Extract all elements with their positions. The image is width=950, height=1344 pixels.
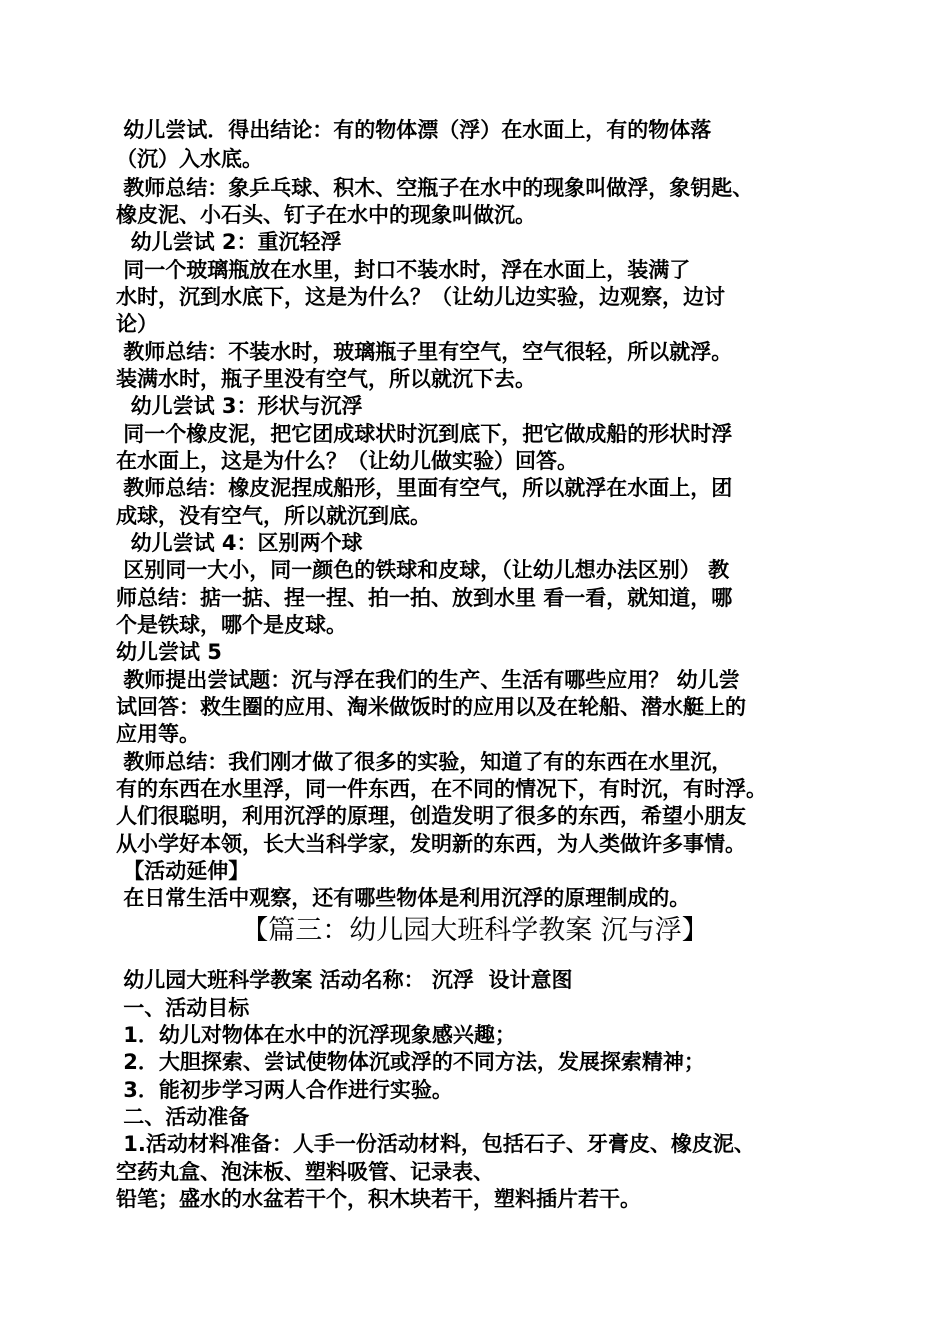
text-line: 有的东西在水里浮，同一件东西，在不同的情况下，有时沉，有时浮。 bbox=[116, 777, 767, 801]
text-line: 幼儿尝试 4：区别两个球 bbox=[116, 531, 363, 555]
text-line: 个是铁球，哪个是皮球。 bbox=[116, 613, 347, 637]
text-line: 水时，沉到水底下，这是为什么？（让幼儿边实验，边观察，边讨 bbox=[116, 285, 725, 309]
text-line: 教师总结：象乒乓球、积木、空瓶子在水中的现象叫做浮，象钥匙、 bbox=[116, 176, 754, 200]
text-line: 区别同一大小，同一颜色的铁球和皮球，（让幼儿想办法区别） 教 bbox=[116, 558, 730, 582]
text-line: 3．能初步学习两人合作进行实验。 bbox=[116, 1078, 453, 1102]
text-line: 幼儿尝试 3：形状与沉浮 bbox=[116, 394, 363, 418]
text-line: 1．幼儿对物体在水中的沉浮现象感兴趣； bbox=[116, 1023, 516, 1047]
text-line: 【活动延伸】 bbox=[116, 859, 250, 883]
text-line: 教师总结：不装水时，玻璃瓶子里有空气，空气很轻，所以就浮。 bbox=[116, 340, 733, 364]
text-line: 同一个玻璃瓶放在水里，封口不装水时，浮在水面上，装满了 bbox=[116, 258, 691, 282]
text-line: 橡皮泥、小石头、钉子在水中的现象叫做沉。 bbox=[116, 203, 536, 227]
text-line: 一、活动目标 bbox=[116, 996, 250, 1020]
text-line: 幼儿尝试 5 bbox=[116, 640, 222, 664]
text-line: 教师总结：我们刚才做了很多的实验，知道了有的东西在水里沉， bbox=[116, 750, 733, 774]
text-line: 幼儿园大班科学教案 活动名称： 沉浮 设计意图 bbox=[116, 968, 573, 992]
text-line: 人们很聪明，利用沉浮的原理，创造发明了很多的东西，希望小朋友 bbox=[116, 804, 746, 828]
text-line: 成球，没有空气，所以就沉到底。 bbox=[116, 504, 431, 528]
text-line: 同一个橡皮泥，把它团成球状时沉到底下，把它做成船的形状时浮 bbox=[116, 422, 733, 446]
text-line: 幼儿尝试．得出结论：有的物体漂（浮）在水面上，有的物体落 bbox=[116, 118, 712, 142]
text-line: 幼儿尝试 2：重沉轻浮 bbox=[116, 230, 342, 254]
text-line: 空药丸盒、泡沫板、塑料吸管、记录表、 bbox=[116, 1160, 494, 1184]
text-line: 在日常生活中观察，还有哪些物体是利用沉浮的原理制成的。 bbox=[116, 886, 691, 910]
text-line: 在水面上，这是为什么？（让幼儿做实验）回答。 bbox=[116, 449, 578, 473]
text-line: 教师提出尝试题：沉与浮在我们的生产、生活有哪些应用？ 幼儿尝 bbox=[116, 668, 740, 692]
text-line: 教师总结：橡皮泥捏成船形，里面有空气，所以就浮在水面上，团 bbox=[116, 476, 733, 500]
text-line: 装满水时，瓶子里没有空气，所以就沉下去。 bbox=[116, 367, 536, 391]
text-line: 2．大胆探索、尝试使物体沉或浮的不同方法，发展探索精神； bbox=[116, 1050, 705, 1074]
section-title: 【篇三：幼儿园大班科学教案 沉与浮】 bbox=[241, 915, 709, 946]
text-line: 试回答：救生圈的应用、淘米做饭时的应用以及在轮船、潜水艇上的 bbox=[116, 695, 746, 719]
text-line: 师总结：掂一掂、捏一捏、拍一拍、放到水里 看一看，就知道，哪 bbox=[116, 586, 733, 610]
text-line: （沉）入水底。 bbox=[116, 147, 263, 171]
text-line: 1.活动材料准备：人手一份活动材料，包括石子、牙膏皮、橡皮泥、 bbox=[116, 1132, 755, 1156]
text-line: 应用等。 bbox=[116, 722, 200, 746]
text-line: 从小学好本领，长大当科学家，发明新的东西，为人类做许多事情。 bbox=[116, 832, 746, 856]
text-line: 论） bbox=[116, 312, 158, 336]
text-line: 二、活动准备 bbox=[116, 1105, 250, 1129]
text-line: 铅笔；盛水的水盆若干个，积木块若干，塑料插片若干。 bbox=[116, 1187, 641, 1211]
